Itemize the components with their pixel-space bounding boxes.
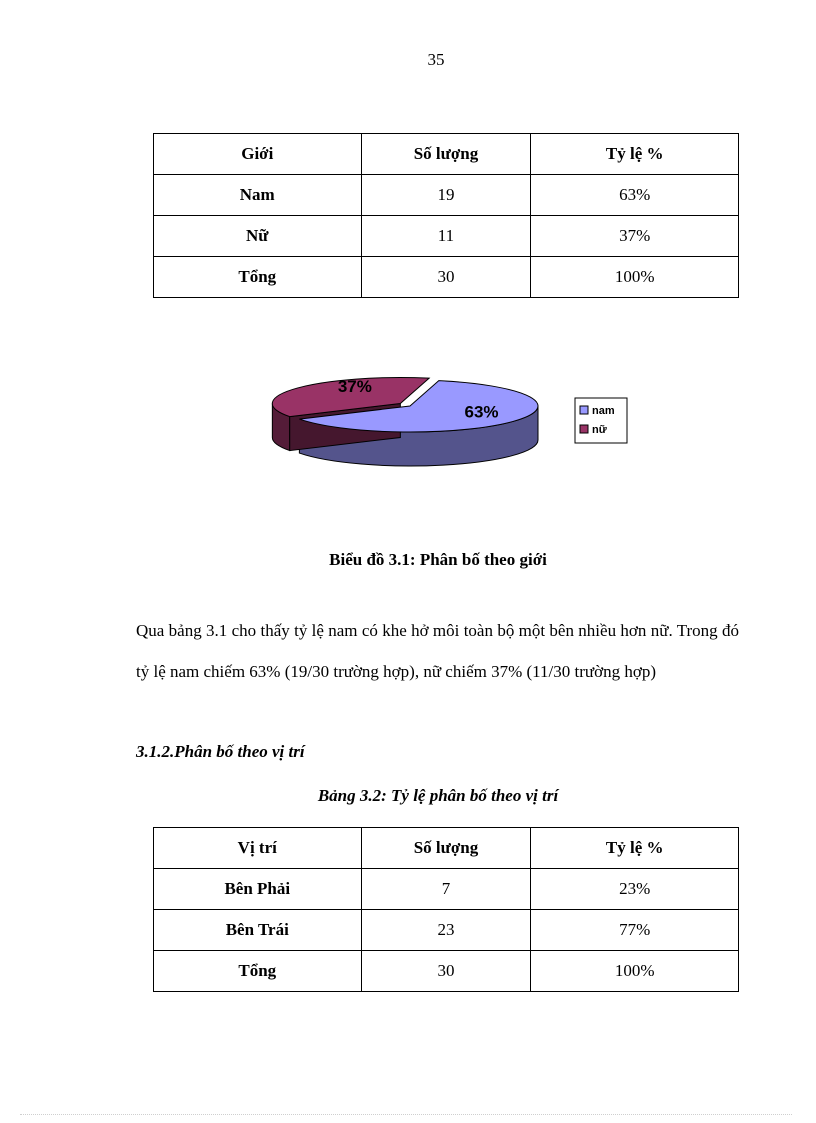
gender-table (153, 133, 739, 298)
table-header-cell: Giới (154, 134, 362, 175)
table-cell: 30 (361, 257, 531, 298)
pie-legend (575, 398, 627, 443)
table-row (154, 216, 739, 257)
table-cell: 100% (531, 951, 739, 992)
table-cell: 37% (531, 216, 739, 257)
table-cell: 23% (531, 869, 739, 910)
table-header-cell: Tỷ lệ % (531, 134, 739, 175)
page-number: 35 (427, 50, 445, 69)
table-cell: Nam (154, 175, 362, 216)
table-header-row (154, 134, 739, 175)
table-cell: Bên Trái (154, 910, 362, 951)
table-cell: 7 (361, 869, 531, 910)
legend-swatch-nam (580, 406, 588, 414)
table-cell: 11 (361, 216, 531, 257)
table-row (154, 175, 739, 216)
table-cell: 100% (531, 257, 739, 298)
table-row (154, 869, 739, 910)
table-row (154, 910, 739, 951)
table-cell: Tổng (154, 951, 362, 992)
section-heading: 3.1.2.Phân bố theo vị trí (136, 742, 305, 761)
table-cell: 77% (531, 910, 739, 951)
table-cell: 19 (361, 175, 531, 216)
table-cell: 30 (361, 951, 531, 992)
table-row (154, 257, 739, 298)
pie-data-label: 37% (337, 377, 372, 397)
table-cell: Bên Phải (154, 869, 362, 910)
table-row (154, 951, 739, 992)
table-header-cell: Vị trí (154, 828, 362, 869)
table-cell: 63% (531, 175, 739, 216)
footer-divider (20, 1114, 792, 1115)
pie-chart-svg (260, 366, 640, 496)
table-header-cell: Số lượng (361, 828, 531, 869)
table-header-cell: Số lượng (361, 134, 531, 175)
position-table (153, 827, 739, 992)
table-caption: Bảng 3.2: Tỷ lệ phân bố theo vị trí (317, 786, 559, 805)
table-cell: Tổng (154, 257, 362, 298)
table-cell: 23 (361, 910, 531, 951)
table-header-cell: Tỷ lệ % (531, 828, 739, 869)
legend-swatch-nữ (580, 425, 588, 433)
body-paragraph: Qua bảng 3.1 cho thấy tỷ lệ nam có khe hở môi toàn bộ một bên nhiều hơn nữ. Trong đó tỷ lệ nam chiếm 63% (19/30 trường hợp), nữ chiếm 37% (11/30 trường hợp) (136, 621, 739, 681)
legend-label: nam (592, 405, 615, 417)
table-header-row (154, 828, 739, 869)
gender-pie-chart (260, 366, 640, 496)
table-cell: Nữ (154, 216, 362, 257)
pie-data-label: 63% (464, 402, 499, 422)
chart-caption: Biểu đồ 3.1: Phân bố theo giới (329, 550, 547, 569)
legend-label: nữ (592, 424, 607, 436)
